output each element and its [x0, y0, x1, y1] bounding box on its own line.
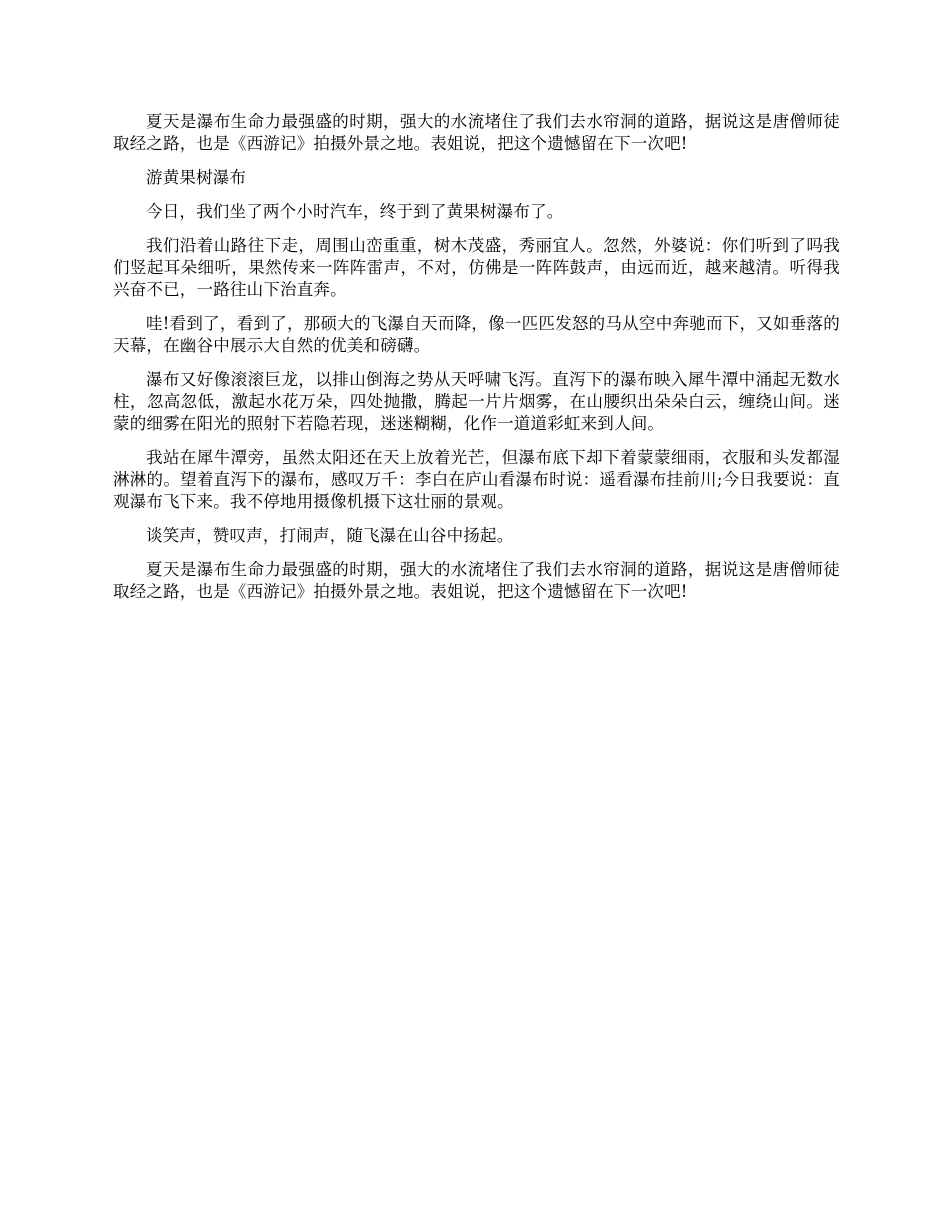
paragraph: 夏天是瀑布生命力最强盛的时期，强大的水流堵住了我们去水帘洞的道路，据说这是唐僧师徒取经之路，也是《西游记》拍摄外景之地。表姐说，把这个遗憾留在下一次吧! — [113, 560, 840, 601]
paragraph: 今日，我们坐了两个小时汽车，终于到了黄果树瀑布了。 — [146, 202, 564, 221]
paragraph: 我们沿着山路往下走，周围山峦重重，树木茂盛，秀丽宜人。忽然，外婆说：你们听到了吗我们竖起耳朵细听，果然传来一阵阵雷声，不对，仿佛是一阵阵鼓声，由远而近，越来越清。听得我兴奋不已，一路往山下治直奔。 — [113, 236, 840, 299]
paragraph: 哇!看到了，看到了，那硕大的飞瀑自天而降，像一匹匹发怒的马从空中奔驰而下，又如垂落的天幕，在幽谷中展示大自然的优美和磅礴。 — [113, 314, 840, 355]
paragraph: 瀑布又好像滚滚巨龙，以排山倒海之势从天呼啸飞泻。直泻下的瀑布映入犀牛潭中涌起无数水柱，忽高忽低，激起水花万朵，四处抛撒，腾起一片片烟雾，在山腰织出朵朵白云，缠绕山间。迷蒙的细雾在阳光的照射下若隐若现，迷迷糊糊，化作一道道彩虹来到人间。 — [113, 370, 840, 433]
paragraph: 夏天是瀑布生命力最强盛的时期，强大的水流堵住了我们去水帘洞的道路，据说这是唐僧师徒取经之路，也是《西游记》拍摄外景之地。表姐说，把这个遗憾留在下一次吧! — [113, 112, 840, 153]
paragraph: 谈笑声，赞叹声，打闹声，随飞瀑在山谷中扬起。 — [146, 526, 514, 545]
document-body — [113, 111, 840, 615]
paragraph: 我站在犀牛潭旁，虽然太阳还在天上放着光芒，但瀑布底下却下着蒙蒙细雨，衣服和头发都湿淋淋的。望着直泻下的瀑布，感叹万千：李白在庐山看瀑布时说：遥看瀑布挂前川;今日我要说：直观瀑布飞下来。我不停地用摄像机摄下这壮丽的景观。 — [113, 448, 840, 511]
section-heading: 游黄果树瀑布 — [146, 168, 247, 187]
